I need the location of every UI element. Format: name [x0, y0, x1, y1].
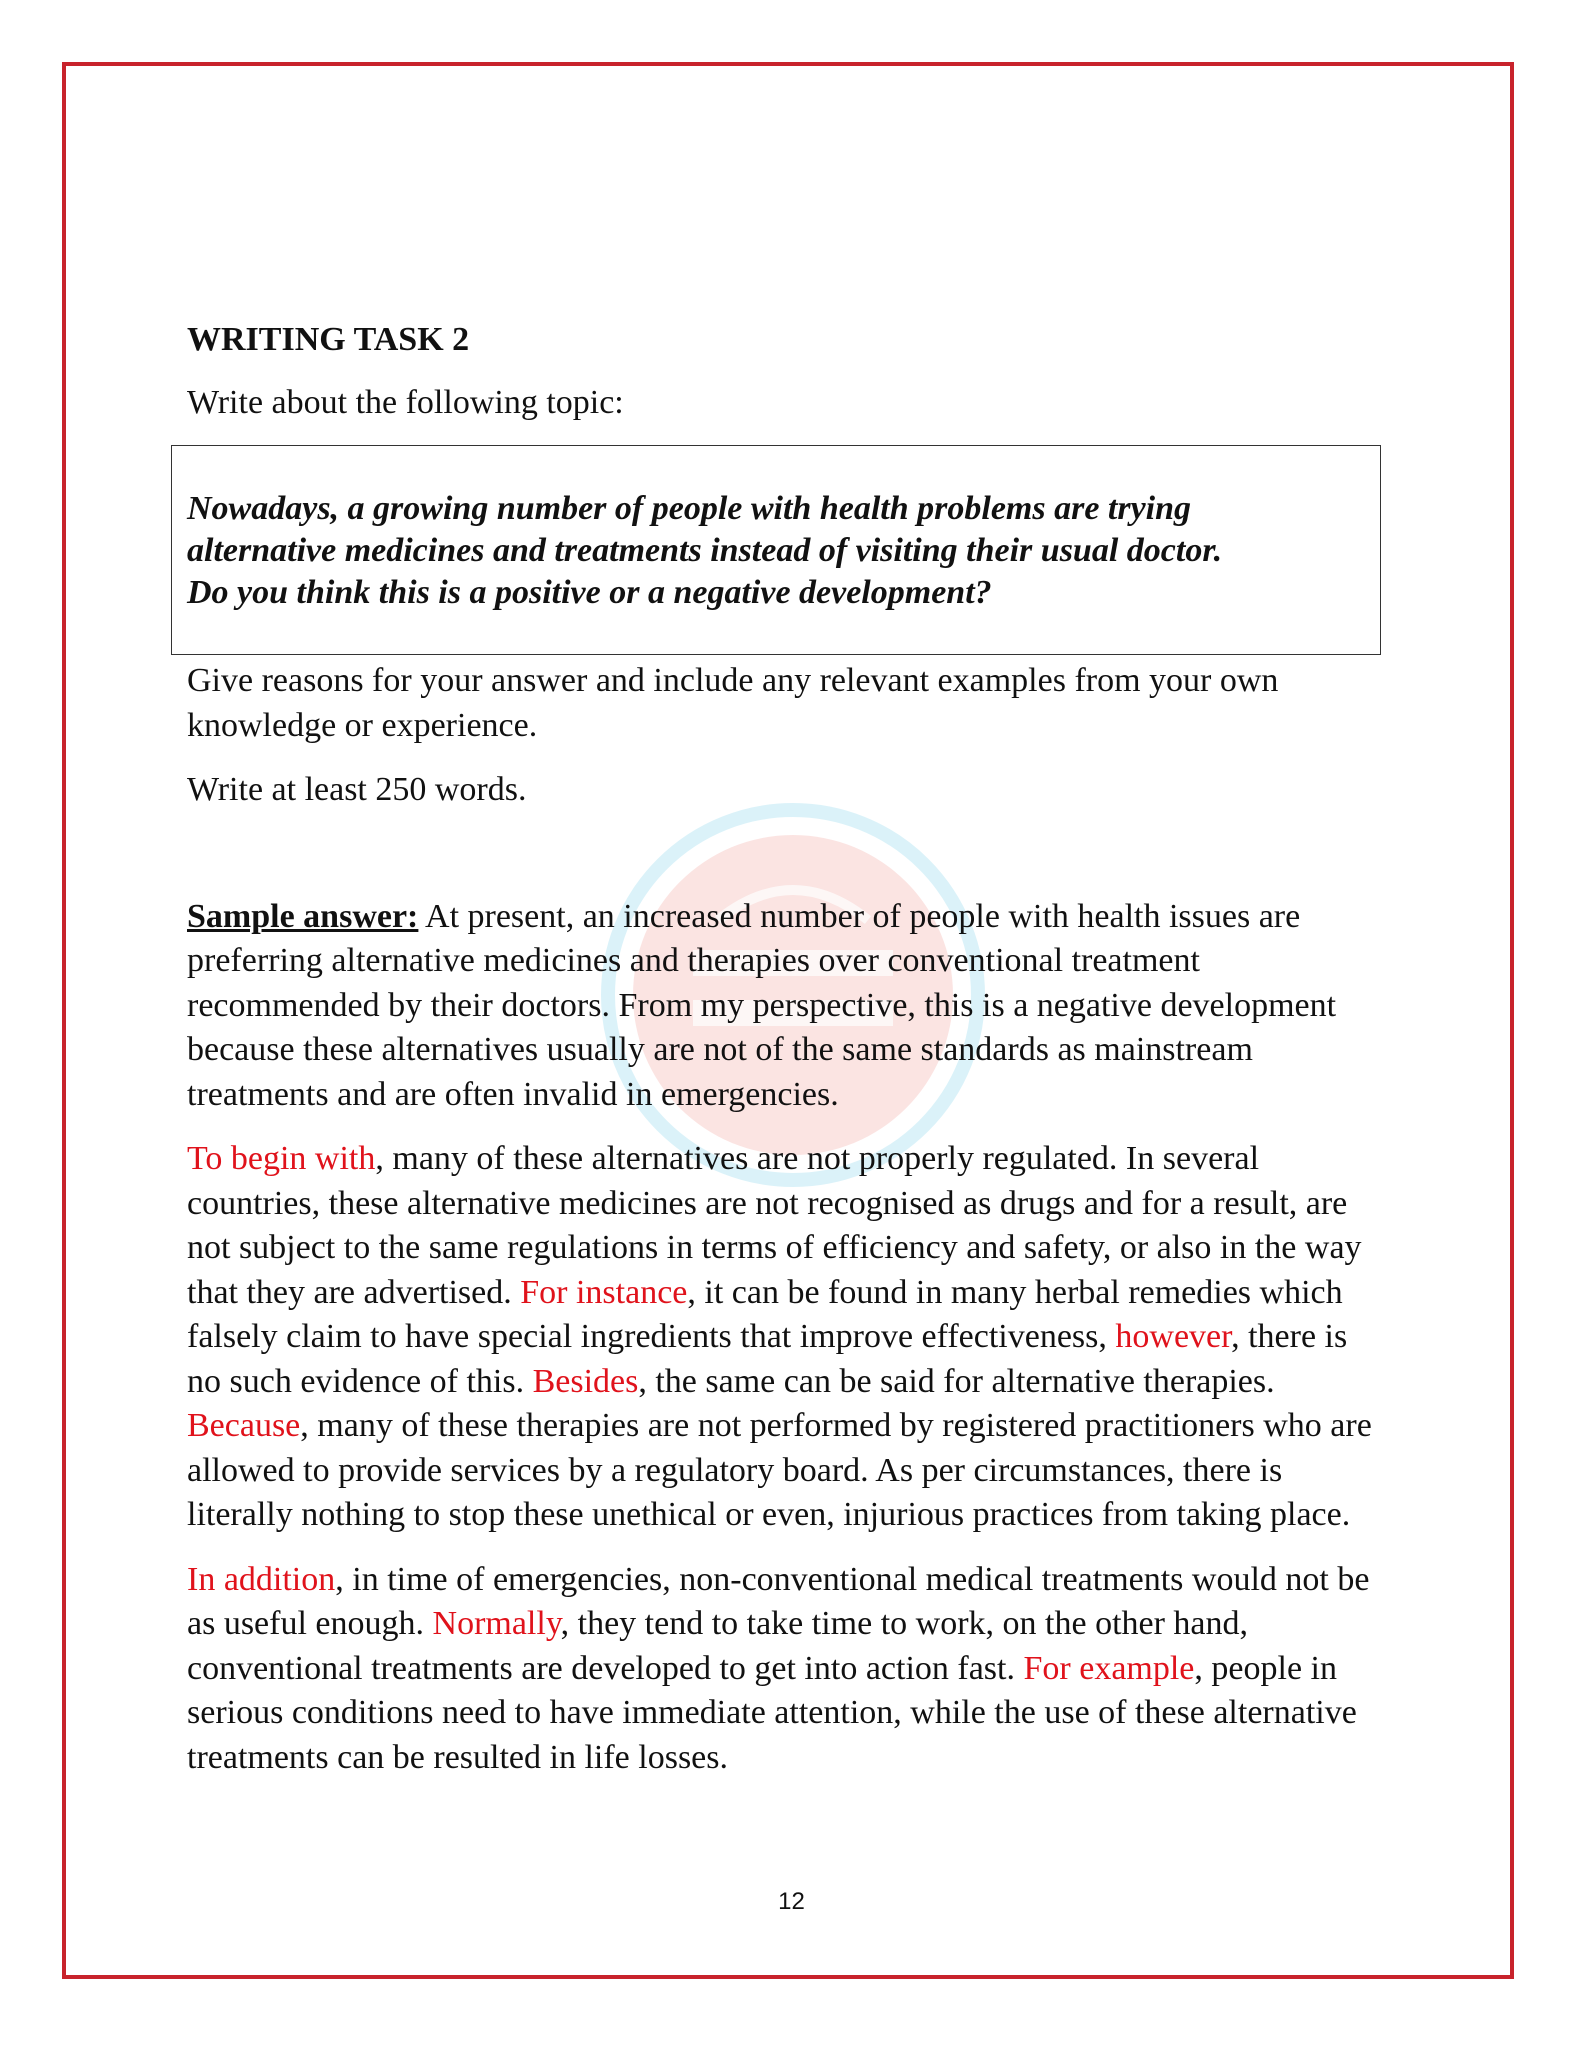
intro-text: At present, an increased number of people with health issues are preferring alternative medicines and therapies over conventional treatment recommended by their doctors. From my perspective, this is a negative development because these alternatives usually are not of the same standards as mainstream treatments and are often invalid in emergencies.	[187, 897, 1337, 1113]
page-number: 12	[778, 1888, 805, 1915]
instructions-word-count: Write at least 250 words.	[187, 771, 527, 808]
linking-word: To begin with	[187, 1140, 376, 1177]
topic-line: alternative medicines and treatments instead of visiting their usual doctor.	[187, 532, 1223, 569]
topic-box	[171, 445, 1381, 655]
paragraph-text: , it can be found in many herbal remedies which falsely claim to have special ingredients that improve effectiveness,	[187, 1273, 1343, 1355]
task-intro: Write about the following topic:	[187, 383, 624, 421]
paragraph-text: , people in serious conditions need to have immediate attention, while the use of these alternative treatments can be resulted in life losses.	[187, 1649, 1357, 1776]
paragraph-text: , the same can be said for alternative therapies.	[638, 1362, 1275, 1400]
topic-line: Nowadays, a growing number of people with health problems are trying	[187, 490, 1192, 527]
linking-word: Because	[187, 1407, 301, 1444]
topic-line: Do you think this is a positive or a negative development?	[187, 574, 992, 611]
linking-word: For instance	[520, 1273, 688, 1311]
paragraph-text: , many of these alternatives are not properly regulated. In several countries, these alternative medicines are not recognised as drugs and for a result, are not subject to the same regulations in terms of efficiency and safety, or also in the way that they are advertised.	[187, 1140, 1362, 1311]
linking-word: Normally	[432, 1605, 561, 1642]
paragraph-text: , there is no such evidence of this.	[187, 1318, 1348, 1400]
paragraph-text: , in time of emergencies, non-conventional medical treatments would not be as useful enough.	[187, 1560, 1370, 1642]
paragraph-text: , many of these therapies are not performed by registered practitioners who are allowed to provide services by a regulatory board. As per circumstances, there is literally nothing to stop these unethical or even, injurious practices from taking place.	[187, 1407, 1372, 1533]
sample-answer-intro	[187, 895, 1387, 1118]
task-heading: WRITING TASK 2	[187, 321, 470, 358]
paragraph-text: , they tend to take time to work, on the other hand, conventional treatments are developed to get into action fast.	[187, 1605, 1249, 1687]
linking-word: In addition	[187, 1560, 336, 1598]
linking-word: Besides	[532, 1362, 639, 1400]
document-body	[187, 318, 1387, 1800]
linking-word: For example	[1023, 1649, 1195, 1687]
instructions-reasons: Give reasons for your answer and include any relevant examples from your own knowledge or experience.	[187, 662, 1279, 744]
linking-word: however	[1115, 1318, 1232, 1355]
sample-answer-label: Sample answer:	[187, 897, 419, 935]
body-paragraph-2	[187, 1558, 1387, 1781]
body-paragraph-1	[187, 1137, 1387, 1538]
